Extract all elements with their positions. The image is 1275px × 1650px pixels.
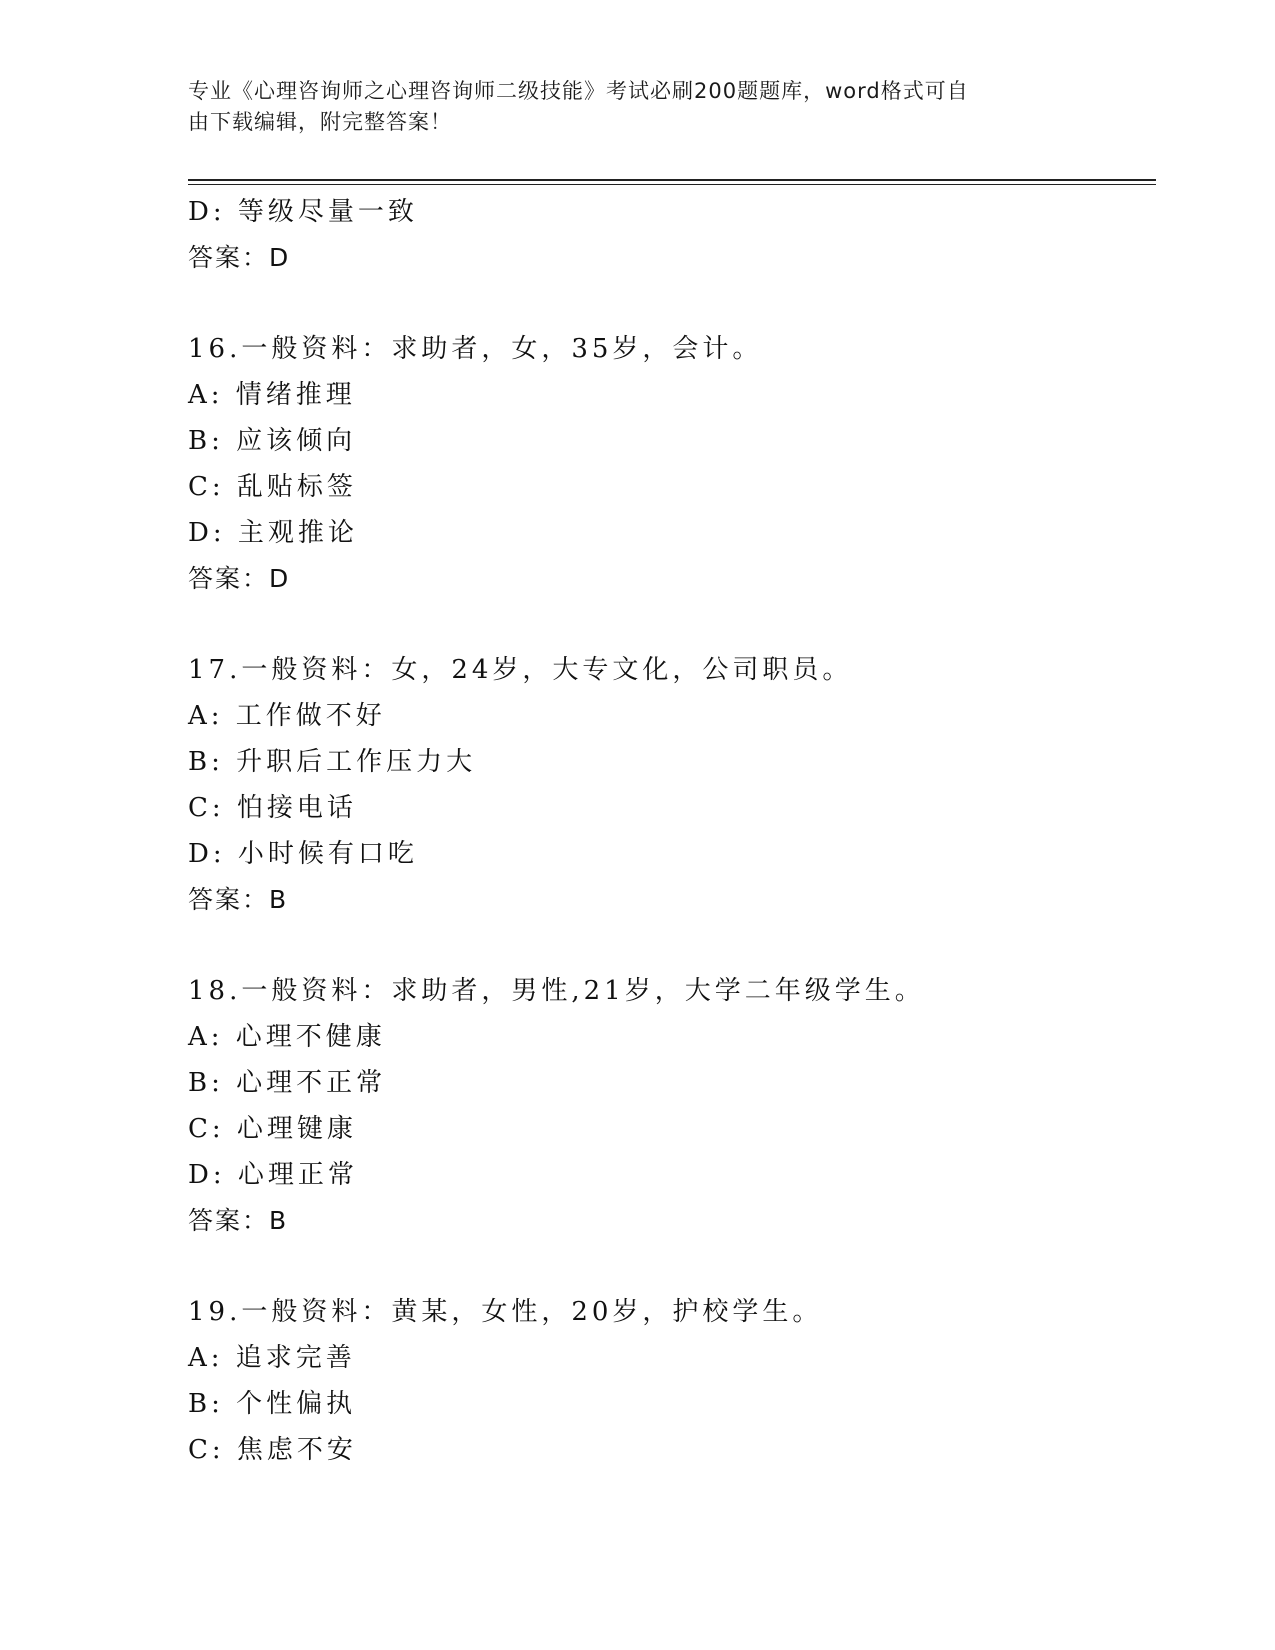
question-18 — [188, 968, 1148, 1244]
document-header — [188, 76, 1068, 138]
option-c: C: 心理键康 — [188, 1114, 357, 1144]
question-16 — [188, 326, 1148, 602]
option-b: B: 心理不正常 — [188, 1068, 387, 1098]
option-b: B: 升职后工作压力大 — [188, 747, 477, 777]
option-b: B: 个性偏执 — [188, 1389, 357, 1419]
answer-line: 答案：D — [188, 564, 291, 593]
option-c: C: 焦虑不安 — [188, 1435, 357, 1465]
option-d: D: 主观推论 — [188, 518, 358, 548]
option-d: D: 心理正常 — [188, 1160, 358, 1190]
header-line-1: 专业《心理咨询师之心理咨询师二级技能》考试必刷200题题库，word格式可自 — [188, 79, 969, 103]
question-17 — [188, 647, 1148, 923]
question-stem: 18.一般资料：求助者，男性,21岁，大学二年级学生。 — [188, 976, 925, 1006]
option-a: A: 心理不健康 — [188, 1022, 386, 1052]
option-b: B: 应该倾向 — [188, 426, 357, 456]
question-stem: 19.一般资料：黄某，女性，20岁，护校学生。 — [188, 1297, 823, 1327]
answer-line: 答案：B — [188, 1206, 289, 1235]
option-a: A: 追求完善 — [188, 1343, 356, 1373]
option-c: C: 乱贴标签 — [188, 472, 357, 502]
option-a: A: 情绪推理 — [188, 380, 356, 410]
header-divider — [188, 179, 1156, 185]
question-content — [188, 189, 1148, 1473]
header-line-2: 由下载编辑，附完整答案！ — [188, 110, 452, 134]
question-stem: 17.一般资料：女，24岁，大专文化，公司职员。 — [188, 655, 853, 685]
option-d: D: 等级尽量一致 — [188, 197, 418, 227]
previous-question-tail — [188, 189, 1148, 281]
answer-line: 答案：D — [188, 243, 291, 272]
question-stem: 16.一般资料：求助者，女，35岁，会计。 — [188, 334, 763, 364]
question-19 — [188, 1289, 1148, 1473]
answer-line: 答案：B — [188, 885, 289, 914]
option-c: C: 怕接电话 — [188, 793, 357, 823]
option-d: D: 小时候有口吃 — [188, 839, 418, 869]
option-a: A: 工作做不好 — [188, 701, 386, 731]
